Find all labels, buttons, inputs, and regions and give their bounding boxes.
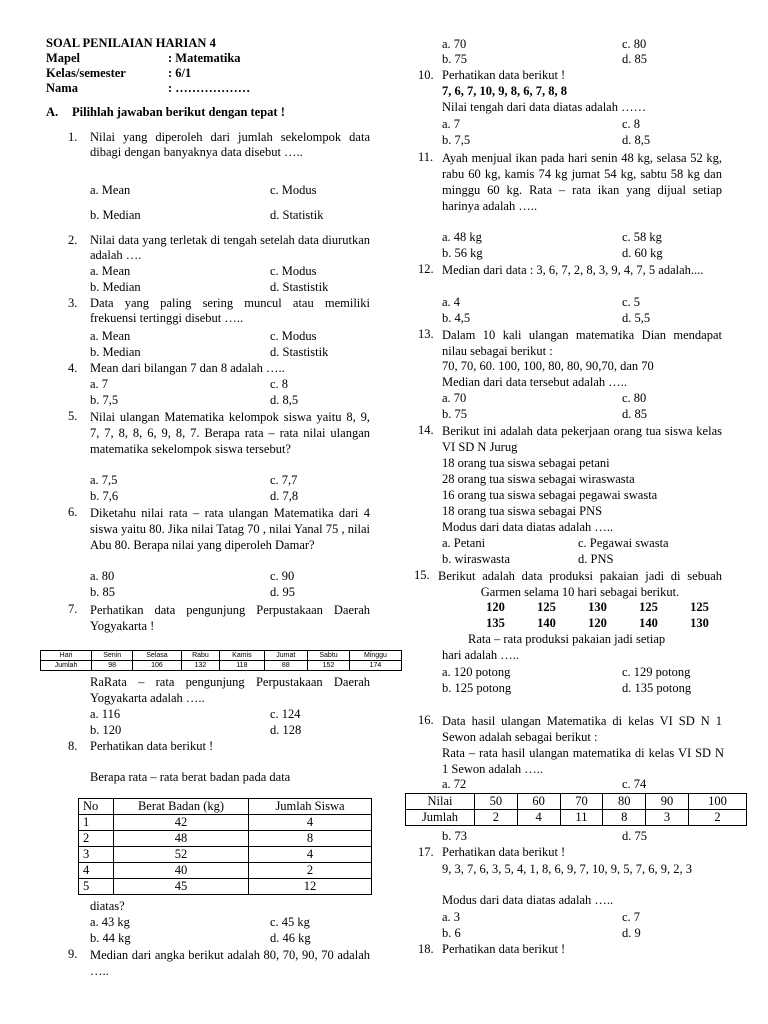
- q10-number: 10.: [418, 68, 434, 82]
- table-header-cell: 90: [646, 794, 689, 810]
- table-cell: 4: [249, 847, 372, 863]
- q15-value: 140: [537, 616, 556, 630]
- q14-line: 16 orang tua siswa sebagai pegawai swasta: [442, 488, 658, 502]
- q7-option-a: a. 116: [90, 707, 121, 721]
- q2-number: 2.: [68, 233, 78, 247]
- table-cell: 88: [264, 661, 308, 671]
- q13-option-b: b. 75: [442, 407, 467, 421]
- q14-text: Berikut ini adalah data pekerjaan orang tua siswa kelas VI SD N Jurug: [442, 424, 722, 454]
- table-cell: 3: [646, 810, 689, 826]
- table-row: [79, 847, 372, 863]
- table-cell: 174: [349, 661, 401, 671]
- section-letter: A.: [46, 105, 59, 119]
- q8-number: 8.: [68, 739, 78, 753]
- q1-option-a: a. Mean: [90, 183, 131, 197]
- table-header-cell: 100: [688, 794, 746, 810]
- table-cell: 8: [249, 831, 372, 847]
- q2-option-d: d. Stastistik: [270, 280, 329, 294]
- table-cell: 118: [220, 661, 264, 671]
- header-fields: [46, 51, 306, 96]
- q15-row2: [470, 616, 730, 631]
- table-cell: 2: [475, 810, 518, 826]
- table-header-cell: Selasa: [133, 651, 182, 661]
- q11-option-a: a. 48 kg: [442, 230, 482, 244]
- field-key: Kelas/semester: [46, 66, 126, 80]
- q15-value: 125: [537, 600, 556, 614]
- table-header-row: [406, 794, 747, 810]
- table-cell: 2: [249, 863, 372, 879]
- q13-data: 70, 70, 60. 100, 100, 80, 80, 90,70, dan 70: [442, 359, 654, 373]
- q10-option-d: d. 8,5: [622, 133, 651, 147]
- q16-question: Rata – rata hasil ulangan matematika di kelas VI SD N 1 Sewon adalah …..: [442, 746, 724, 776]
- q12-option-c: c. 5: [622, 295, 641, 309]
- table-row: [79, 815, 372, 831]
- q4-option-c: c. 8: [270, 377, 289, 391]
- table-cell: 106: [133, 661, 182, 671]
- q15-value: 125: [639, 600, 658, 614]
- q18-number: 18.: [418, 942, 434, 956]
- q15-value: 140: [639, 616, 658, 630]
- q1-option-b: b. Median: [90, 208, 141, 222]
- q13-question: Median dari data tersebut adalah …..: [442, 375, 627, 389]
- field-key: Nama: [46, 81, 78, 95]
- table-header-cell: Hari: [41, 651, 92, 661]
- visitors-table: [40, 650, 402, 671]
- q16-number: 16.: [418, 713, 434, 727]
- table-header-cell: 60: [517, 794, 560, 810]
- q14-line: 18 orang tua siswa sebagai PNS: [442, 504, 603, 518]
- q14-line: 28 orang tua siswa sebagai wiraswasta: [442, 472, 635, 486]
- q9-option-b: b. 75: [442, 52, 467, 66]
- q12-text: Median dari data : 3, 6, 7, 2, 8, 3, 9, 4, 7, 5 adalah....: [442, 263, 704, 277]
- q15-question: Rata – rata produksi pakaian jadi setiap: [468, 632, 666, 646]
- q7-question: RaRata – rata pengunjung Perpustakaan Daerah Yogyakarta adalah …..: [90, 675, 370, 705]
- q3-option-a: a. Mean: [90, 329, 131, 343]
- section-instruction: Pilihlah jawaban berikut dengan tepat !: [72, 105, 285, 119]
- weight-table: [78, 798, 372, 895]
- q17-option-c: c. 7: [622, 910, 641, 924]
- q13-number: 13.: [418, 327, 434, 341]
- q11-option-b: b. 56 kg: [442, 246, 483, 260]
- q6-text: Diketahu nilai rata – rata ulangan Matematika dari 4 siswa yaitu 80. Jika nilai Tatag 70 , nilai Yanal 75 , nilai Abu 80. Berapa nilai yang diperoleh Damar?: [90, 506, 370, 552]
- table-header-cell: Jumlah Siswa: [249, 799, 372, 815]
- field-mapel: [46, 51, 306, 66]
- q17-question: Modus dari data diatas adalah …..: [442, 893, 614, 907]
- q7-option-b: b. 120: [90, 723, 122, 737]
- q15-value: 125: [690, 600, 709, 614]
- table-header-cell: 70: [560, 794, 603, 810]
- table-cell: 2: [79, 831, 114, 847]
- q11-option-d: d. 60 kg: [622, 246, 663, 260]
- table-cell: 40: [114, 863, 249, 879]
- q7-text: Perhatikan data pengunjung Perpustakaan Daerah Yogyakarta !: [90, 603, 370, 633]
- q14-option-d: d. PNS: [578, 552, 614, 566]
- table-row: [79, 831, 372, 847]
- q8-question-end: diatas?: [90, 899, 125, 913]
- q11-option-c: c. 58 kg: [622, 230, 662, 244]
- q12-option-b: b. 4,5: [442, 311, 471, 325]
- q15-option-a: a. 120 potong: [442, 665, 511, 679]
- q15-value: 130: [588, 600, 607, 614]
- q17-number: 17.: [418, 845, 434, 859]
- q8-question: Berapa rata – rata berat badan pada data: [90, 770, 291, 784]
- q8-option-c: c. 45 kg: [270, 915, 310, 929]
- q9-option-d: d. 85: [622, 52, 647, 66]
- table-header-row: [41, 651, 402, 661]
- q6-option-b: b. 85: [90, 585, 115, 599]
- table-header-cell: Minggu: [349, 651, 401, 661]
- q13-option-c: c. 80: [622, 391, 647, 405]
- q1-number: 1.: [68, 130, 78, 144]
- table-cell: 152: [308, 661, 350, 671]
- q6-number: 6.: [68, 505, 78, 519]
- q9-option-a: a. 70: [442, 37, 467, 51]
- scores-table: [405, 793, 747, 826]
- field-kelas: [46, 66, 306, 81]
- table-cell: 11: [560, 810, 603, 826]
- exam-title: SOAL PENILAIAN HARIAN 4: [46, 36, 216, 50]
- q17-option-b: b. 6: [442, 926, 461, 940]
- table-cell: 12: [249, 879, 372, 895]
- q7-option-c: c. 124: [270, 707, 301, 721]
- q3-number: 3.: [68, 296, 78, 310]
- table-cell: 4: [249, 815, 372, 831]
- field-nama: [46, 81, 306, 96]
- q5-text: Nilai ulangan Matematika kelompok siswa yaitu 8, 9, 7, 7, 8, 8, 6, 9, 8, 7. Berapa rata – rata nilai ulangan matematika sekelompok siswa tersebut?: [90, 410, 370, 456]
- q4-number: 4.: [68, 361, 78, 375]
- table-cell: 48: [114, 831, 249, 847]
- q1-option-c: c. Modus: [270, 183, 317, 197]
- q2-option-a: a. Mean: [90, 264, 131, 278]
- q15-option-d: d. 135 potong: [622, 681, 692, 695]
- q18-text: Perhatikan data berikut !: [442, 942, 566, 956]
- q14-option-c: c. Pegawai swasta: [578, 536, 669, 550]
- q10-option-b: b. 7,5: [442, 133, 471, 147]
- table-cell: 8: [603, 810, 646, 826]
- table-cell: 4: [517, 810, 560, 826]
- table-row: [79, 863, 372, 879]
- table-cell: 45: [114, 879, 249, 895]
- q14-number: 14.: [418, 423, 434, 437]
- q16-text: Data hasil ulangan Matematika di kelas VI SD N 1 Sewon adalah sebagai berikut :: [442, 714, 722, 744]
- q4-option-b: b. 7,5: [90, 393, 119, 407]
- q2-option-b: b. Median: [90, 280, 141, 294]
- q6-option-c: c. 90: [270, 569, 295, 583]
- table-cell: 98: [92, 661, 133, 671]
- q5-number: 5.: [68, 409, 78, 423]
- q16-option-c: c. 74: [622, 777, 647, 791]
- table-cell: Jumlah: [406, 810, 475, 826]
- q7-option-d: d. 128: [270, 723, 302, 737]
- q13-text: Dalam 10 kali ulangan matematika Dian mendapat nilau sebagai berikut :: [442, 328, 722, 358]
- q17-option-d: d. 9: [622, 926, 641, 940]
- field-value: : 6/1: [168, 66, 192, 80]
- q4-option-d: d. 8,5: [270, 393, 299, 407]
- q7-number: 7.: [68, 602, 78, 616]
- table-header-cell: Nilai: [406, 794, 475, 810]
- q17-text: Perhatikan data berikut !: [442, 845, 566, 859]
- q15-question-end: hari adalah …..: [442, 648, 520, 662]
- table-header-cell: Berat Badan (kg): [114, 799, 249, 815]
- table-cell: 42: [114, 815, 249, 831]
- q10-text: Perhatikan data berikut !: [442, 68, 566, 82]
- q13-option-d: d. 85: [622, 407, 647, 421]
- table-row: [79, 879, 372, 895]
- q2-option-c: c. Modus: [270, 264, 317, 278]
- q1-option-d: d. Statistik: [270, 208, 324, 222]
- q8-text: Perhatikan data berikut !: [90, 739, 214, 753]
- field-value: : Matematika: [168, 51, 241, 65]
- table-row: [41, 661, 402, 671]
- q6-option-a: a. 80: [90, 569, 115, 583]
- table-header-row: [79, 799, 372, 815]
- q15-value: 130: [690, 616, 709, 630]
- q5-option-b: b. 7,6: [90, 489, 119, 503]
- q5-option-d: d. 7,8: [270, 489, 299, 503]
- q6-option-d: d. 95: [270, 585, 295, 599]
- field-value: : ………………: [168, 81, 251, 95]
- table-header-cell: 80: [603, 794, 646, 810]
- table-cell: 52: [114, 847, 249, 863]
- q3-text: Data yang paling sering muncul atau memiliki frekuensi tertinggi disebut …..: [90, 296, 370, 325]
- q3-option-d: d. Stastistik: [270, 345, 329, 359]
- q4-option-a: a. 7: [90, 377, 109, 391]
- q14-option-a: a. Petani: [442, 536, 486, 550]
- table-cell: 132: [181, 661, 219, 671]
- q17-data: 9, 3, 7, 6, 3, 5, 4, 1, 8, 6, 9, 7, 10, 9, 5, 7, 6, 9, 2, 3: [442, 862, 692, 876]
- q11-text: Ayah menjual ikan pada hari senin 48 kg, selasa 52 kg, rabu 60 kg, kamis 74 kg jumat 54 kg, sabtu 58 kg dan minggu 60 kg. Rata – rata ikan yang dijual setiap harinya adalah …..: [442, 151, 722, 213]
- q14-question: Modus dari data diatas adalah …..: [442, 520, 614, 534]
- q14-option-b: b. wiraswasta: [442, 552, 511, 566]
- q15-text: Berikut adalah data produksi pakaian jadi di sebuah Garmen selama 10 hari sebagai berikut.: [438, 569, 722, 599]
- table-header-cell: Kamis: [220, 651, 264, 661]
- q16-option-d: d. 75: [622, 829, 647, 843]
- q12-option-a: a. 4: [442, 295, 461, 309]
- q13-option-a: a. 70: [442, 391, 467, 405]
- table-cell: 3: [79, 847, 114, 863]
- table-cell: 5: [79, 879, 114, 895]
- q14-line: 18 orang tua siswa sebagai petani: [442, 456, 610, 470]
- q5-option-a: a. 7,5: [90, 473, 118, 487]
- q15-number: 15.: [414, 568, 430, 582]
- q15-value: 120: [588, 616, 607, 630]
- q4-text: Mean dari bilangan 7 dan 8 adalah …..: [90, 361, 285, 375]
- table-cell: 2: [688, 810, 746, 826]
- q17-option-a: a. 3: [442, 910, 461, 924]
- q16-option-a: a. 72: [442, 777, 467, 791]
- q1-text: Nilai yang diperoleh dari jumlah sekelompok data dibagi dengan banyaknya data disebut …..: [90, 130, 370, 159]
- q10-data: 7, 6, 7, 10, 9, 8, 6, 7, 8, 8: [442, 84, 567, 98]
- table-row: [406, 810, 747, 826]
- q15-value: 135: [486, 616, 505, 630]
- table-header-cell: 50: [475, 794, 518, 810]
- q10-option-a: a. 7: [442, 117, 461, 131]
- q11-number: 11.: [418, 150, 434, 164]
- q3-option-b: b. Median: [90, 345, 141, 359]
- q9-option-c: c. 80: [622, 37, 647, 51]
- table-header-cell: Senin: [92, 651, 133, 661]
- q15-value: 120: [486, 600, 505, 614]
- table-header-cell: No: [79, 799, 114, 815]
- q8-option-d: d. 46 kg: [270, 931, 311, 945]
- table-cell: 1: [79, 815, 114, 831]
- q15-option-c: c. 129 potong: [622, 665, 691, 679]
- table-cell: Jumlah: [41, 661, 92, 671]
- q9-text: Median dari angka berikut adalah 80, 70, 90, 70 adalah …..: [90, 948, 370, 978]
- q3-option-c: c. Modus: [270, 329, 317, 343]
- q15-option-b: b. 125 potong: [442, 681, 512, 695]
- q9-number: 9.: [68, 947, 78, 961]
- q16-option-b: b. 73: [442, 829, 467, 843]
- field-key: Mapel: [46, 51, 81, 65]
- q15-row1: [470, 600, 730, 615]
- q12-number: 12.: [418, 262, 434, 276]
- table-header-cell: Rabu: [181, 651, 219, 661]
- table-cell: 4: [79, 863, 114, 879]
- q5-option-c: c. 7,7: [270, 473, 298, 487]
- table-header-cell: Jumat: [264, 651, 308, 661]
- q8-option-b: b. 44 kg: [90, 931, 131, 945]
- q12-option-d: d. 5,5: [622, 311, 651, 325]
- table-header-cell: Sabtu: [308, 651, 350, 661]
- q8-option-a: a. 43 kg: [90, 915, 130, 929]
- q10-question: Nilai tengah dari data diatas adalah ……: [442, 100, 647, 114]
- q2-text: Nilai data yang terletak di tengah setelah data diurutkan adalah ….: [90, 233, 370, 262]
- q10-option-c: c. 8: [622, 117, 641, 131]
